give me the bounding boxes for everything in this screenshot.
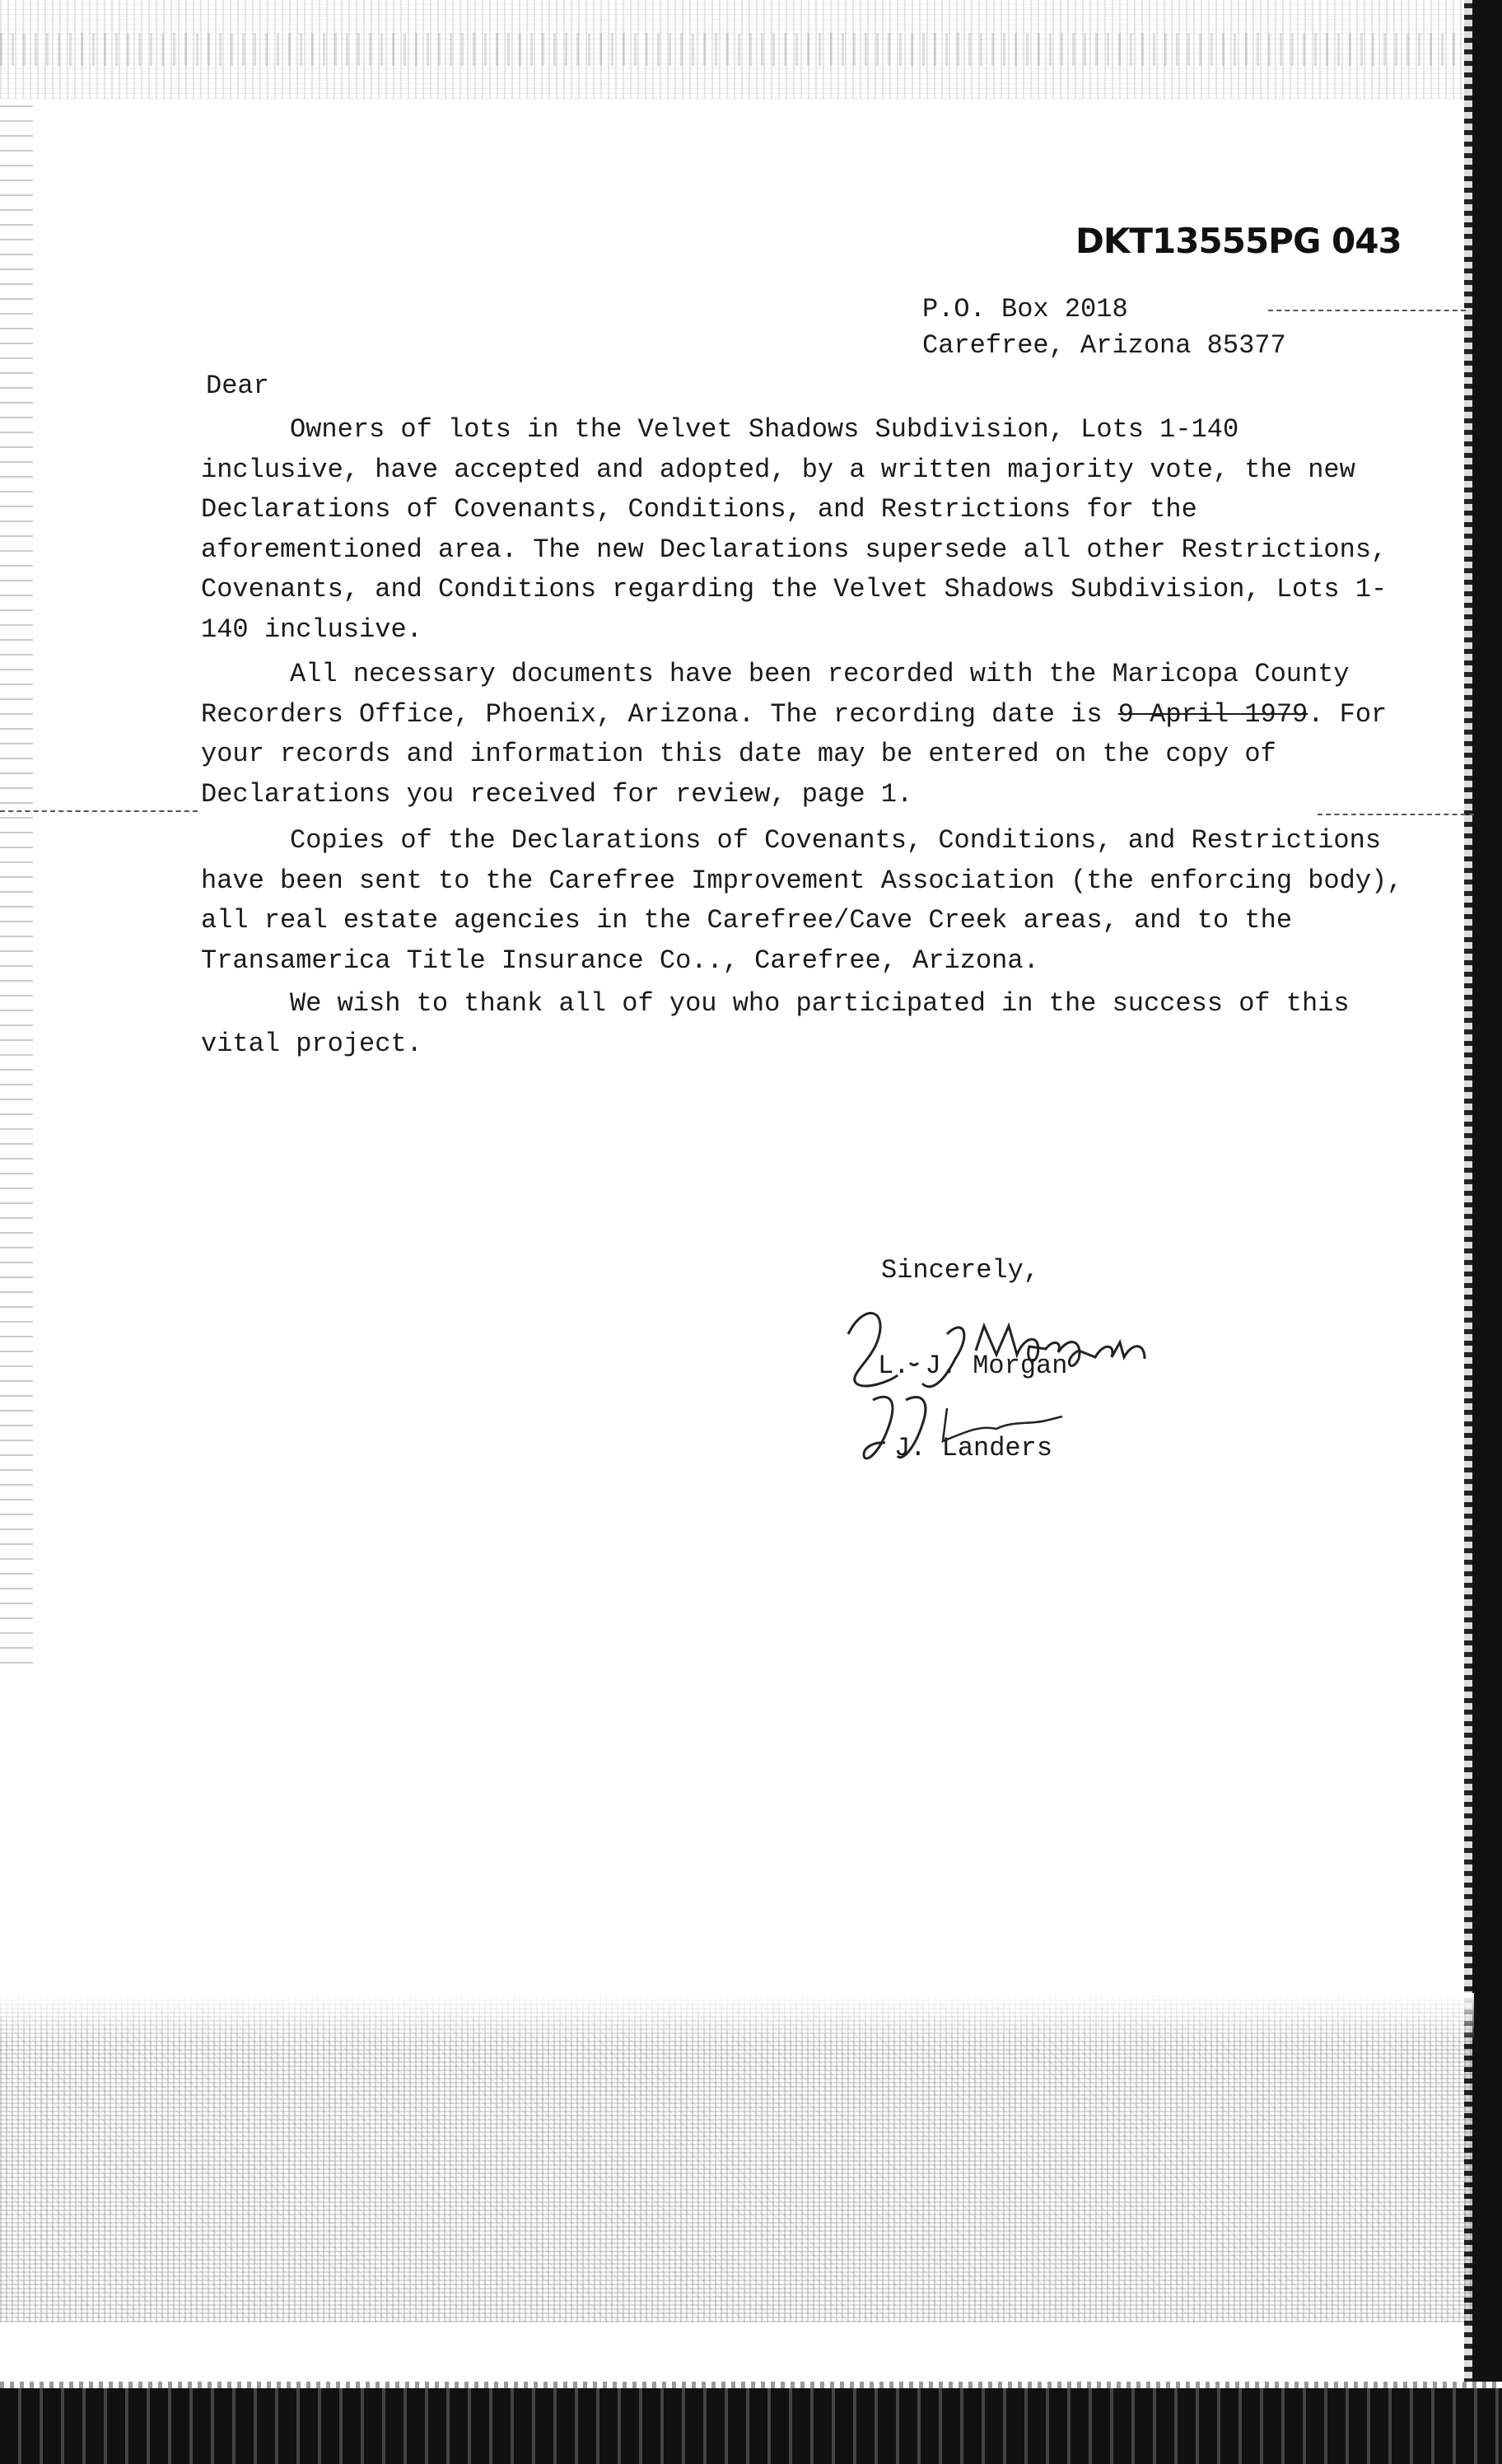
scan-noise-left-edge bbox=[0, 99, 33, 1664]
recording-text-after: . For your records and information this date may be entered on the copy of Declarations you received for review, page 1. bbox=[201, 698, 1388, 810]
scan-edge-bottom-stripes bbox=[0, 2382, 1502, 2388]
paragraph-lot-owners: Owners of lots in the Velvet Shadows Subdivision, Lots 1-140 inclusive, have accepted and adopted, by a written majority vote, the new Declarations of Covenants, Conditions, and Restrictions for the aforementioned area. The new Declarations supersede all other Restrictions, Covenants, and Conditions regarding the Velvet Shadows Subdivision, Lots 1-140 inclusive. bbox=[201, 414, 1388, 645]
recording-text-before: All necessary documents have been recorded with the Maricopa County Recorders Office, Phoenix, Arizona. The recording date is bbox=[201, 659, 1350, 730]
return-address bbox=[922, 292, 1286, 364]
paragraph-recording bbox=[201, 655, 1403, 814]
scan-noise-bottom-fade bbox=[0, 1993, 1474, 2042]
signature-morgan-handwritten bbox=[832, 1285, 1194, 1400]
address-line-2: Carefree, Arizona 85377 bbox=[922, 330, 1286, 361]
letter-body bbox=[201, 410, 1403, 1066]
paragraph-thanks: We wish to thank all of you who participated in the success of this vital project. bbox=[201, 988, 1350, 1059]
scan-noise-top-band bbox=[0, 33, 1474, 66]
scan-edge-right bbox=[1472, 0, 1502, 2464]
recording-date: 9 April 1979 bbox=[1117, 698, 1308, 730]
closing: Sincerely, bbox=[881, 1255, 1040, 1286]
signer-name-1: L. J. Morgan bbox=[878, 1351, 1068, 1381]
scan-dash-left bbox=[0, 810, 198, 812]
paragraph-copies-sent: Copies of the Declarations of Covenants, Conditions, and Restrictions have been sent to the Carefree Improvement Association (the enforcing body), all real estate agencies in the Carefree/Cave Creek areas, and to the Transamerica Title Insurance Co.., Carefree, Arizona. bbox=[201, 825, 1403, 976]
docket-page-reference: DKT13555PG 043 bbox=[1075, 221, 1402, 261]
salutation: Dear bbox=[206, 371, 269, 401]
address-line-1: P.O. Box 2018 bbox=[922, 294, 1128, 324]
scan-dash-right-top bbox=[1268, 310, 1466, 311]
scan-noise-bottom bbox=[0, 1993, 1474, 2322]
signer-name-2: J. Landers bbox=[894, 1433, 1053, 1463]
scan-edge-bottom bbox=[0, 2388, 1502, 2464]
